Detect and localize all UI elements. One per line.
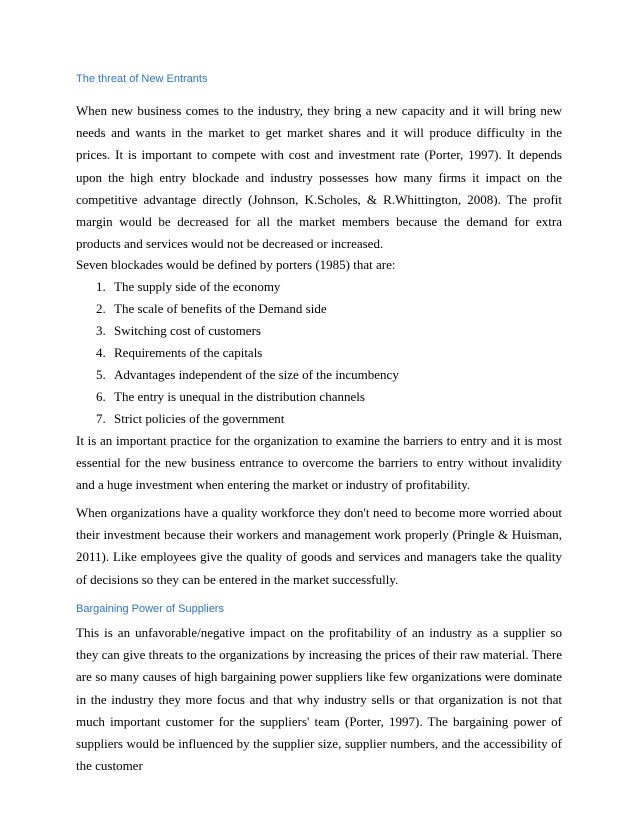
- section-heading-new-entrants: The threat of New Entrants: [76, 73, 208, 85]
- paragraph-quality-workforce: When organizations have a quality workforce they don't need to become more worried about their investment because their workers and management work properly (Pringle & Huisman, 2011). Like employees give the quality of goods and services and managers take the quality of decisions so they can be entered in the market successfully.: [76, 505, 562, 587]
- list-item-text: The scale of benefits of the Demand side: [114, 301, 327, 316]
- paragraph-barriers: It is an important practice for the organization to examine the barriers to entry and it is most essential for the new business entrance to overcome the barriers to entry without invalidity and a huge investment when entering the market or industry of profitability.: [76, 433, 562, 493]
- section-heading-suppliers: Bargaining Power of Suppliers: [76, 603, 224, 615]
- list-item-text: Advantages independent of the size of the incumbency: [114, 367, 399, 382]
- list-item-text: The entry is unequal in the distribution channels: [114, 389, 365, 404]
- list-item-text: Strict policies of the government: [114, 411, 285, 426]
- list-item-text: The supply side of the economy: [114, 279, 281, 294]
- list-item-number: 3.: [96, 323, 106, 338]
- paragraph-suppliers: This is an unfavorable/negative impact on the profitability of an industry as a supplier so they can give threats to the organizations by increasing the prices of their raw material. There are so many causes of high bargaining power suppliers like few organizations were dominate in the industry they more focus and that why industry sells or that organization is not that much important customer for the suppliers' team (Porter, 1997). The bargaining power of suppliers would be influenced by the supplier size, supplier numbers, and the accessibility of the customer: [76, 625, 562, 774]
- paragraph-new-entrants-intro: When new business comes to the industry, they bring a new capacity and it will bring new needs and wants in the market to get market shares and it will produce difficulty in the prices. It is important to compete with cost and investment rate (Porter, 1997). It depends upon the high entry blockade and industry possesses how many firms it impact on the competitive advantage directly (Johnson, K.Scholes, & R.Whittington, 2008). The profit margin would be decreased for all the market members because the demand for extra products and services would not be decreased or increased.: [76, 103, 562, 252]
- list-item-number: 1.: [96, 279, 106, 294]
- list-item-number: 5.: [96, 367, 106, 382]
- list-item-number: 6.: [96, 389, 106, 404]
- list-item-number: 7.: [96, 411, 106, 426]
- list-intro: Seven blockades would be defined by porters (1985) that are:: [76, 257, 396, 272]
- list-item-text: Switching cost of customers: [114, 323, 261, 338]
- list-item-number: 2.: [96, 301, 106, 316]
- list-item-text: Requirements of the capitals: [114, 345, 263, 360]
- list-item-number: 4.: [96, 345, 106, 360]
